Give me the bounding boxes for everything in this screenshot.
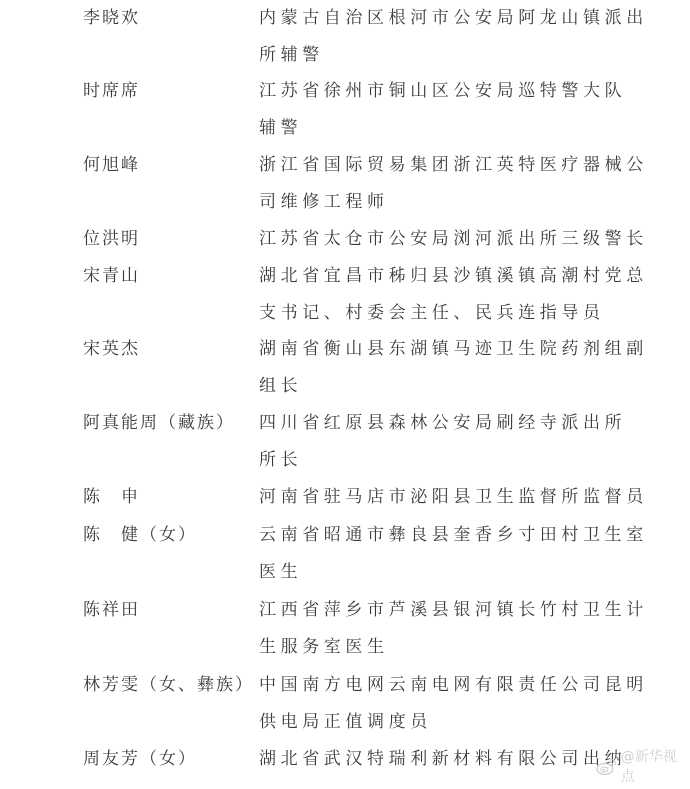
- person-affiliation: [259, 0, 648, 73]
- affiliation-line: 所长: [259, 449, 303, 470]
- person-affiliation: [259, 479, 648, 516]
- affiliation-line: 供电局正值调度员: [259, 711, 432, 732]
- person-affiliation: [259, 147, 648, 220]
- affiliation-line: 中国南方电网云南电网有限责任公司昆明: [259, 675, 648, 695]
- person-name: 周友芳（女）: [83, 749, 197, 769]
- affiliation-line: 医生: [259, 561, 303, 582]
- affiliation-line: 内蒙古自治区根河市公安局阿龙山镇派出: [259, 8, 648, 28]
- person-name: 阿真能周（藏族）: [83, 413, 235, 433]
- affiliation-line: 河南省驻马店市泌阳县卫生监督所监督员: [259, 487, 648, 507]
- affiliation-line: 辅警: [259, 117, 303, 138]
- person-name: 李晓欢: [83, 8, 140, 28]
- person-affiliation: [259, 517, 648, 590]
- person-name: 陈 申: [83, 487, 140, 507]
- affiliation-line: 支书记、村委会主任、民兵连指导员: [259, 302, 605, 323]
- affiliation-line: 湖北省宜昌市秭归县沙镇溪镇高潮村党总: [259, 266, 648, 286]
- person-affiliation: [259, 592, 648, 665]
- person-affiliation: [259, 258, 648, 331]
- affiliation-line: 云南省昭通市彝良县奎香乡寸田村卫生室: [259, 525, 648, 545]
- affiliation-line: 四川省红原县森林公安局刷经寺派出所: [259, 413, 627, 433]
- affiliation-line: 江苏省徐州市铜山区公安局巡特警大队: [259, 81, 627, 101]
- affiliation-line: 湖南省衡山县东湖镇马迹卫生院药剂组副: [259, 339, 648, 359]
- affiliation-line: 江西省萍乡市芦溪县银河镇长竹村卫生计: [259, 600, 648, 620]
- affiliation-line: 所辅警: [259, 44, 324, 65]
- person-name: 陈祥田: [83, 600, 140, 620]
- affiliation-line: 生服务室医生: [259, 636, 389, 657]
- affiliation-line: 浙江省国际贸易集团浙江英特医疗器械公: [259, 155, 648, 175]
- person-name: 宋英杰: [83, 339, 140, 359]
- watermark-text: @新华视点: [620, 749, 677, 785]
- person-affiliation: [259, 331, 648, 404]
- weibo-icon: [596, 756, 618, 776]
- affiliation-line: 组长: [259, 375, 303, 396]
- source-watermark: [596, 746, 690, 786]
- person-name: 陈 健（女）: [83, 525, 197, 545]
- person-name: 位洪明: [83, 229, 140, 249]
- person-name: 宋青山: [83, 266, 140, 286]
- affiliation-line: 江苏省太仓市公安局浏河派出所三级警长: [259, 229, 648, 249]
- person-affiliation: [259, 73, 627, 146]
- affiliation-line: 湖北省武汉特瑞利新材料有限公司出纳: [259, 749, 627, 769]
- affiliation-line: 司维修工程师: [259, 191, 389, 212]
- person-name: 何旭峰: [83, 155, 140, 175]
- person-affiliation: [259, 667, 648, 740]
- person-name: 时席席: [83, 81, 140, 101]
- person-affiliation: [259, 405, 627, 478]
- person-affiliation: [259, 741, 627, 778]
- person-name: 林芳雯（女、彝族）: [83, 675, 254, 695]
- person-affiliation: [259, 221, 648, 258]
